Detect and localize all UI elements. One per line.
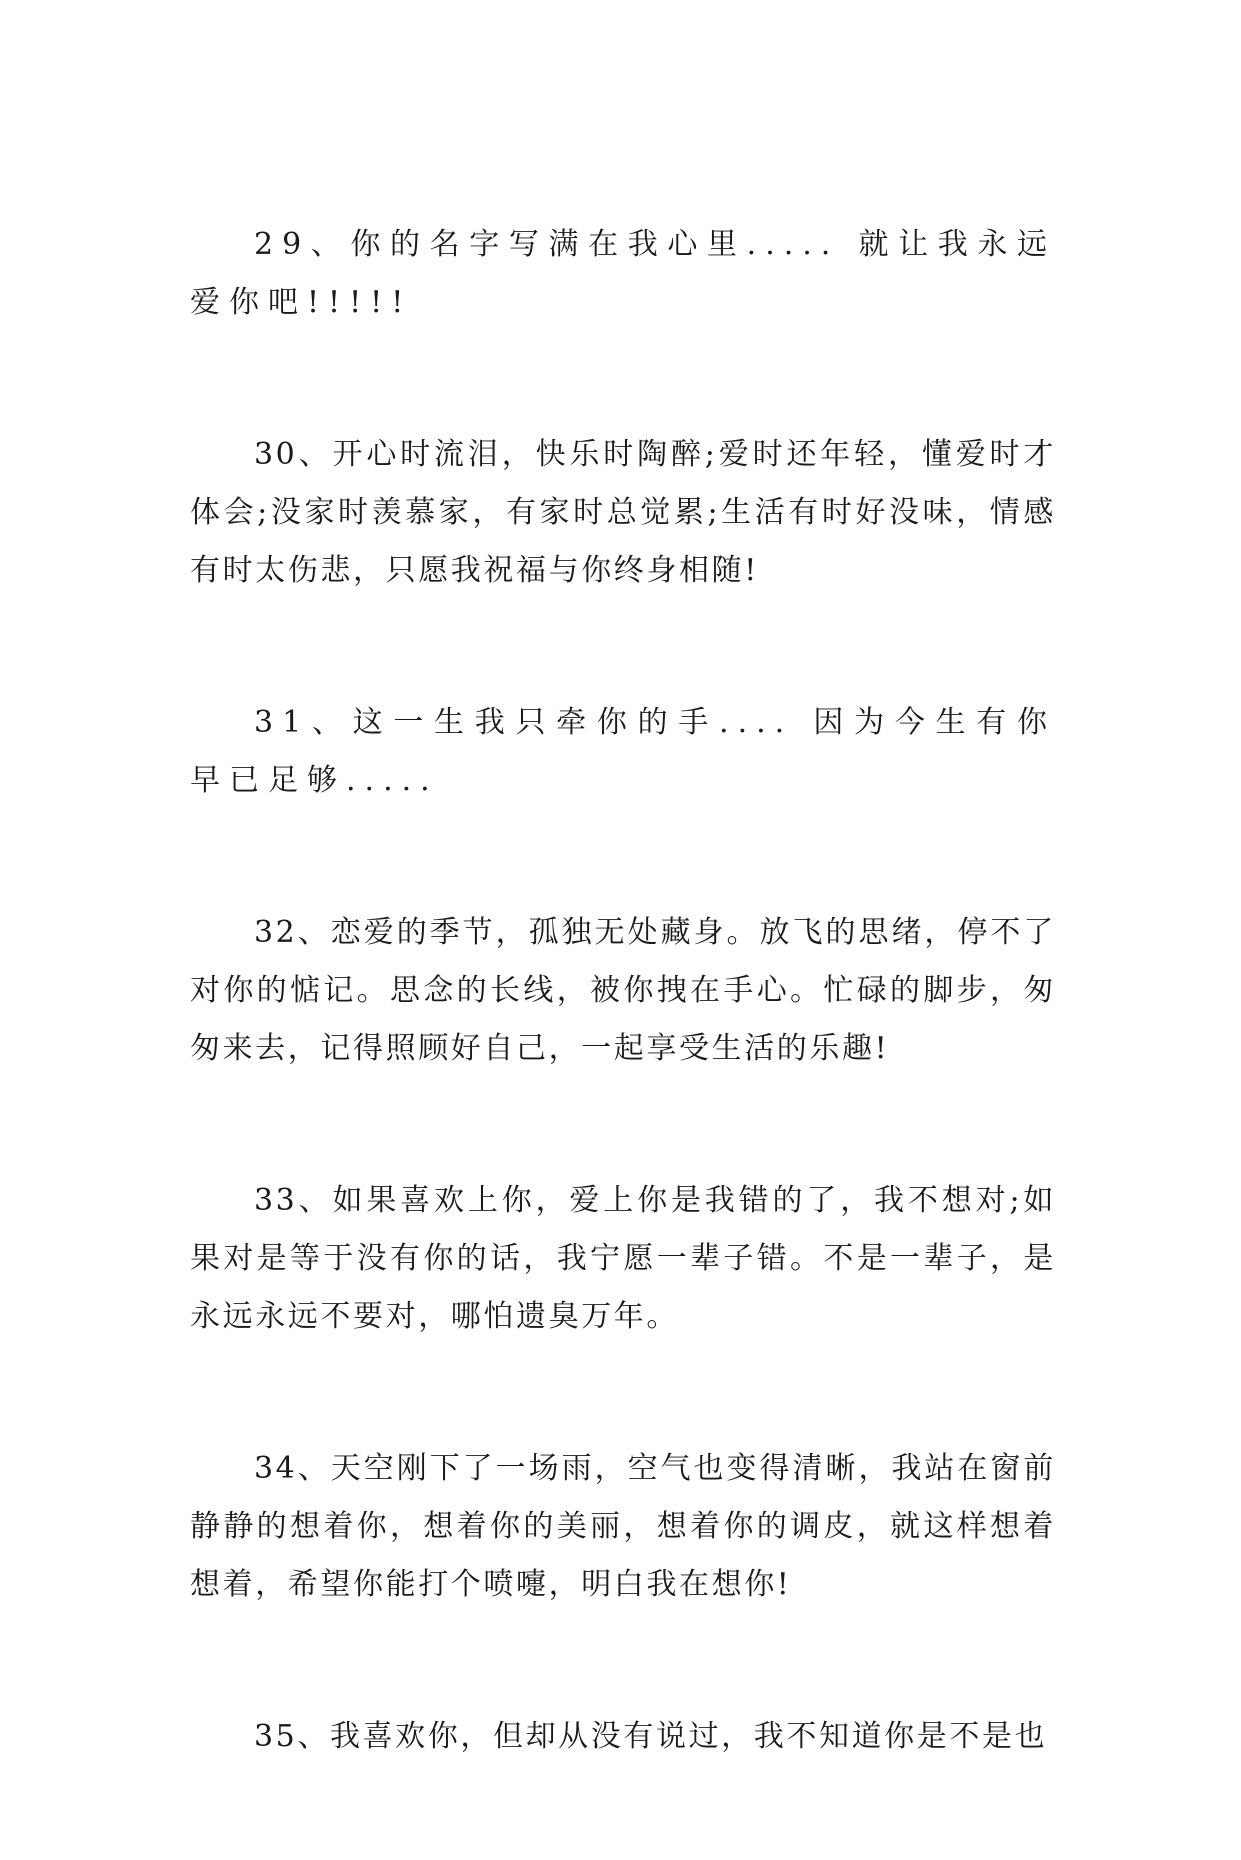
paragraph-32: 32、恋爱的季节，孤独无处藏身。放飞的思绪，停不了对你的惦记。思念的长线，被你拽在手心。忙碌的脚步，匆匆来去，记得照顾好自己，一起享受生活的乐趣! (190, 915, 1056, 1066)
paragraph-30: 30、开心时流泪，快乐时陶醉;爱时还年轻，懂爱时才体会;没家时羡慕家，有家时总觉累;生活有时好没味，情感有时太伤悲，只愿我祝福与你终身相随! (190, 437, 1056, 588)
paragraph-29: 29、你的名字写满在我心里..... 就让我永远爱你吧!!!!! (190, 227, 1056, 320)
paragraph-34: 34、天空刚下了一场雨，空气也变得清晰，我站在窗前静静的想着你，想着你的美丽，想着你的调皮，就这样想着想着，希望你能打个喷嚏，明白我在想你! (190, 1451, 1056, 1602)
paragraph-35: 35、我喜欢你，但却从没有说过，我不知道你是不是也 (254, 1719, 1048, 1754)
paragraph-31: 31、这一生我只牵你的手.... 因为今生有你早已足够..... (190, 705, 1056, 798)
paragraph-33: 33、如果喜欢上你，爱上你是我错的了，我不想对;如果对是等于没有你的话，我宁愿一辈子错。不是一辈子，是永远永远不要对，哪怕遗臭万年。 (190, 1183, 1056, 1334)
document-body (190, 216, 1056, 1860)
